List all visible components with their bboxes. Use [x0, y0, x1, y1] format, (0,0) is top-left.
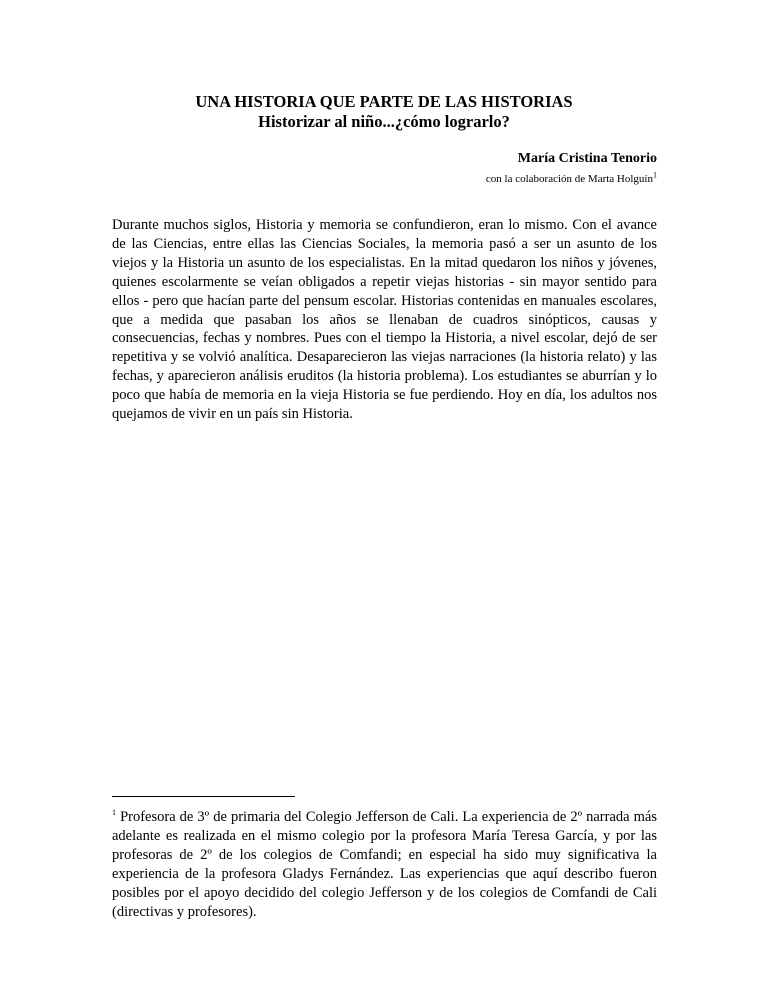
footnote-separator [112, 796, 295, 797]
collaboration-text: con la colaboración de Marta Holguín [485, 173, 653, 185]
author-name: María Cristina Tenorio [517, 151, 657, 166]
document-title: UNA HISTORIA QUE PARTE DE LAS HISTORIAS [195, 92, 573, 111]
footnote-marker: 1 [112, 808, 116, 818]
collaboration-line [486, 172, 657, 186]
footnote-reference[interactable]: 1 [653, 170, 657, 180]
footnote [112, 808, 657, 921]
footnote-text: Profesora de 3º de primaria del Colegio Jefferson de Cali. La experiencia de 2º narrada más adelante es realizada en el mismo colegio por la profesora María Teresa García, y por las profesoras de 2º de los colegios de Comfandi; en especial ha sido muy significativa la experiencia de la profesora Gladys Fernández. Las experiencias que aquí describo fueron posibles por el apoyo decidido del colegio Jefferson y de los colegios de Comfandi de Cali (directivas y profesores). [112, 809, 657, 920]
body-paragraph: Durante muchos siglos, Historia y memoria se confundieron, eran lo mismo. Con el avance de las Ciencias, entre ellas las Ciencias Sociales, la memoria pasó a ser un asunto de los viejos y la Historia un asunto de los especialistas. En la mitad quedaron los niños y jóvenes, quienes escolarmente se veían obligados a repetir viejas historias - sin mayor sentido para ellos - pero que hacían parte del pensum escolar. Historias contenidas en manuales escolares, que a medida que pasaban los años se llenaban de cuadros sinópticos, causas y consecuencias, fechas y nombres. Pues con el tiempo la Historia, a nivel escolar, dejó de ser repetitiva y se volvió analítica. Desaparecieron las viejas narraciones (la historia relato) y las fechas, y aparecieron análisis eruditos (la historia problema). Los estudiantes se aburrían y lo poco que había de memoria en la vieja Historia se fue perdiendo. Hoy en día, los adultos nos quejamos de vivir en un país sin Historia. [112, 217, 657, 423]
document-subtitle: Historizar al niño...¿cómo lograrlo? [258, 112, 510, 131]
